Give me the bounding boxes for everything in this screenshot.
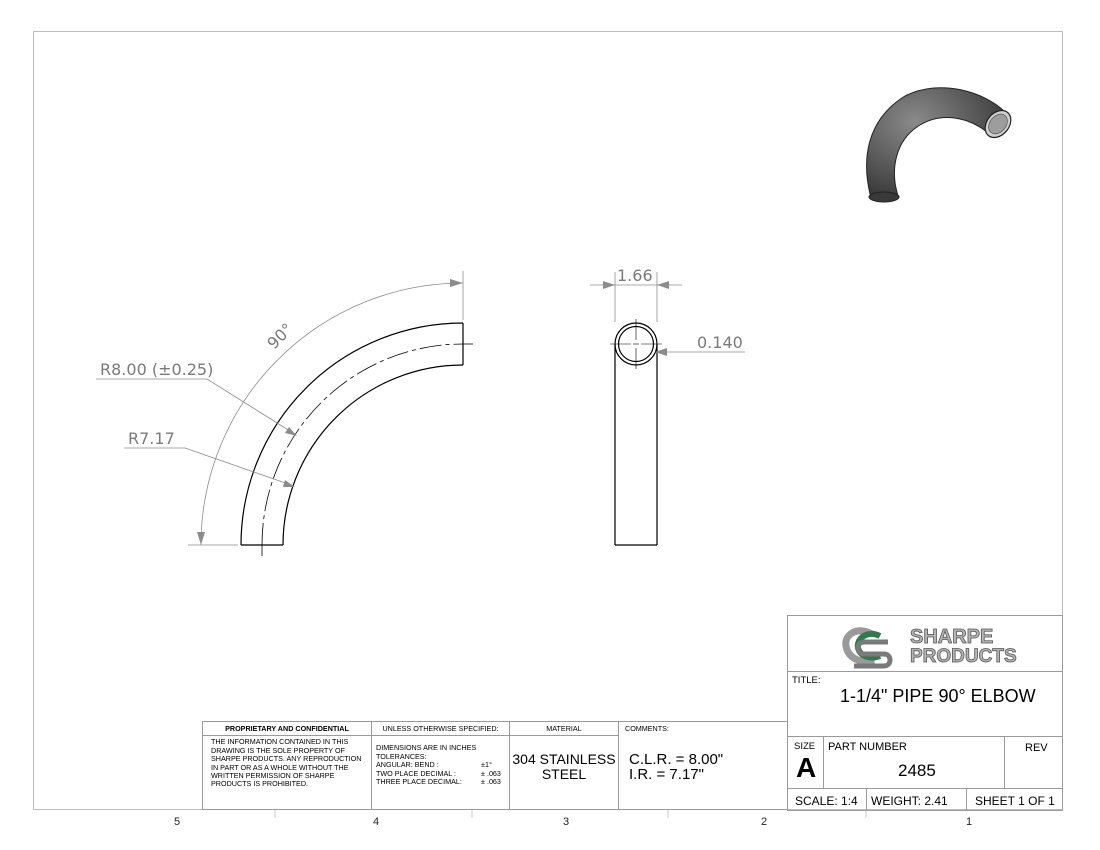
size-cell [787,736,824,789]
comment-ir: I.R. = 7.17" [629,766,704,784]
radius-centerline-leader [96,379,297,436]
side-view-centermark [610,319,662,369]
rev-label: REV [1025,742,1048,754]
isometric-pipe-body [867,88,1005,201]
weight-cell [866,788,967,811]
zone-label-2: 2 [761,816,768,828]
logo-text-line-2: PRODUCTS [910,646,1017,667]
two-place-tolerance-value: ± .063 [481,768,501,778]
zone-label-5: 5 [174,816,181,828]
comments-heading: COMMENTS: [625,724,669,733]
comment-clr: C.L.R. = 8.00" [629,751,724,769]
sheet-cell [966,788,1063,811]
angle-arrowhead-top [450,279,463,287]
three-place-tolerance-label: THREE PLACE DECIMAL: [376,777,462,787]
radius-inner-leader [124,448,295,487]
title-label: TITLE: [792,675,821,686]
radius-centerline-label: R8.00 (±0.25) [100,360,214,379]
weight-value: WEIGHT: 2.41 [871,794,948,808]
zone-label-3: 3 [563,816,570,828]
proprietary-text: THE INFORMATION CONTAINED IN THIS DRAWING IS THE SOLE PROPERTY OF SHARPE PRODUCTS. ANY REPRODUCTION IN PART OR AS A WHOLE WITHOUT THE WRITTEN PERMISSION OF SHARPE PRODUCTS IS PROHIBITED. [211,737,362,789]
elbow-centerline [262,344,463,545]
angular-tolerance-label: ANGULAR: BEND : [376,760,439,770]
part-number-cell [823,736,1005,789]
three-place-tolerance-value: ± .063 [481,777,501,787]
angle-dimension-arc [201,283,463,545]
isometric-pipe-bottom-end [869,192,899,202]
company-logo-block [787,615,1063,672]
material-heading: MATERIAL [510,725,618,736]
size-value: A [796,752,817,783]
comments-block [618,721,788,810]
part-number-label: PART NUMBER [828,741,907,753]
size-label: SIZE [794,741,816,752]
unless-specified-heading: UNLESS OTHERWISE SPECIFIED: [372,725,509,736]
radius-inner-label: R7.17 [128,429,175,448]
proprietary-heading: PROPRIETARY AND CONFIDENTIAL [203,725,371,736]
tolerances-block [371,721,510,810]
elbow-isometric-view [867,88,1016,202]
angle-dimension [188,271,463,545]
angle-arrowhead-bottom [197,532,205,545]
elbow-front-view [241,323,473,556]
material-line-2: STEEL [541,766,587,783]
proprietary-block [202,721,372,810]
rev-cell [1004,736,1063,789]
zone-ticks [275,810,866,818]
angular-tolerance-value: ±1° [481,760,492,770]
two-place-tolerance-label: TWO PLACE DECIMAL : [376,768,457,778]
part-number-value: 2485 [898,761,936,780]
material-line-1: 304 STAINLESS [512,751,616,768]
tolerances-label: TOLERANCES: [376,751,427,761]
scale-cell [787,788,867,811]
zone-label-1: 1 [966,816,973,828]
elbow-inner-arc [283,365,463,545]
drawing-title: 1-1/4" PIPE 90° ELBOW [840,686,1036,706]
sharpe-products-logo [788,616,1064,673]
wall-thickness-label: 0.140 [697,333,743,352]
scale-value: SCALE: 1:4 [795,794,858,808]
zone-label-4: 4 [373,816,380,828]
diameter-label: 1.66 [617,266,653,285]
elbow-outer-arc [241,323,463,545]
logo-text-line-1: SHARPE [910,626,994,648]
title-cell [787,671,1063,737]
material-block [509,721,619,810]
dimensions-units-note: DIMENSIONS ARE IN INCHES [376,743,477,753]
sheet-value: SHEET 1 OF 1 [975,794,1055,808]
angle-label: 90° [263,319,297,353]
